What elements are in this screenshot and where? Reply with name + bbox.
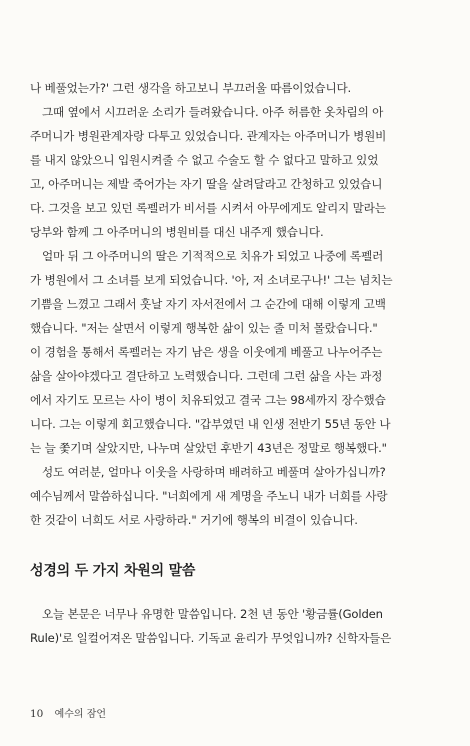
body-line-9: 가 병원에서 그 소녀를 보게 되었습니다. '아, 저 소녀로구나!' 그는 넘치는 [30, 273, 393, 287]
body-line-11: 했습니다. "저는 살면서 이렇게 행복한 삶이 있는 줄 미처 몰랐습니다." [30, 321, 378, 335]
running-title: 예수의 잠언 [54, 709, 107, 720]
body-line-10: 기쁨을 느꼈고 그래서 훗날 자기 자서전에서 그 순간에 대해 이렇게 고백 [30, 297, 386, 311]
body-line-15: 니다. 그는 이렇게 회고했습니다. "갑부였던 내 인생 전반기 55년 동안 나 [30, 417, 391, 431]
section-line-1: 오늘 본문은 너무나 유명한 말씀입니다. 2천 년 동안 '황금률(Golden [42, 607, 383, 621]
body-line-14: 에서 자기도 모르는 사이 병이 치유되었고 결국 그는 98세까지 장수했습 [30, 393, 386, 407]
body-line-13: 삶을 살아야겠다고 결단하고 노력했습니다. 그런데 그런 삶을 사는 과정 [30, 369, 383, 383]
page-number: 10 [30, 708, 44, 720]
body-line-4: 를 내지 않았으니 입원시켜줄 수 없고 수술도 할 수 없다고 말하고 있었 [30, 153, 379, 167]
section-heading: 성경의 두 가지 차원의 말씀 [30, 563, 196, 579]
body-line-1: 나 베풀었는가?' 그런 생각을 하고보니 부끄러울 따름이었습니다. [30, 81, 352, 95]
body-line-18: 예수님께서 말씀하십니다. "너희에게 새 계명을 주노니 내가 너희를 사랑 [30, 489, 388, 503]
body-line-2: 그때 옆에서 시끄러운 소리가 들려왔습니다. 아주 허름한 옷차림의 아 [42, 105, 384, 119]
body-line-3: 주머니가 병원관계자랑 다투고 있었습니다. 관계자는 아주머니가 병원비 [30, 129, 387, 143]
page-footer [30, 705, 106, 720]
body-line-12: 이 경험을 통해서 록펠러는 자기 남은 생을 이웃에게 베풀고 나누어주는 [30, 345, 383, 359]
body-line-19: 한 것같이 너희도 서로 사랑하라." 거기에 행복의 비결이 있습니다. [30, 513, 358, 527]
body-line-6: 다. 그것을 보고 있던 록펠러가 비서를 시켜서 아무에게도 알리지 말라는 [30, 201, 386, 215]
body-line-8: 얼마 뒤 그 아주머니의 딸은 기적적으로 치유가 되었고 나중에 록펠러 [42, 249, 384, 263]
body-line-16: 는 늘 쫓기며 살았지만, 나누며 살았던 후반기 43년은 정말로 행복했다." [30, 441, 387, 455]
body-line-17: 성도 여러분, 얼마나 이웃을 사랑하며 배려하고 베풀며 살아가십니까? [42, 465, 386, 479]
body-line-5: 고, 아주머니는 제발 죽어가는 자기 딸을 살려달라고 간청하고 있었습니 [30, 177, 383, 191]
body-line-7: 당부와 함께 그 아주머니의 병원비를 대신 내주게 했습니다. [30, 225, 324, 239]
section-line-2: Rule)'로 일컬어져온 말씀입니다. 기독교 윤리가 무엇입니까? 신학자들은 [30, 631, 392, 645]
